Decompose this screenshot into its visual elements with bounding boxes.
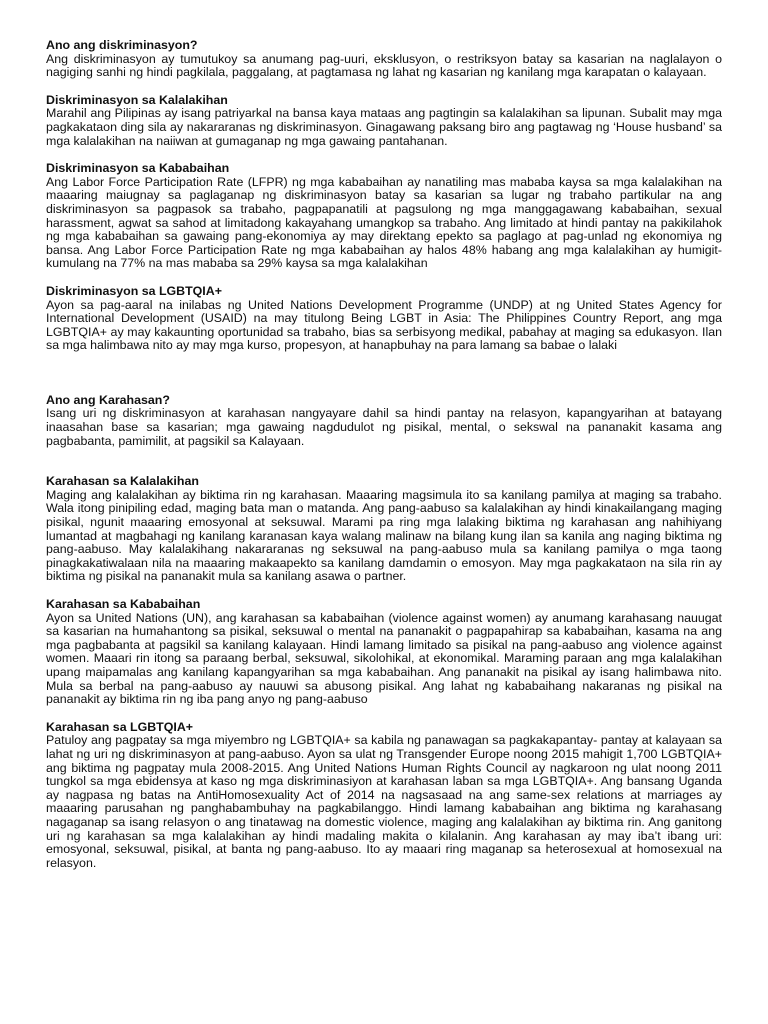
section-body: Ang diskriminasyon ay tumutukoy sa anumang pag-uuri, eksklusyon, o restriksyon batay sa kasarian na naglalayon o nagiging sanhi ng hindi pagkilala, paggalang, at pagtamasa ng lahat ng kasarian ng kanilang mga karapatan o kalayaan.: [46, 51, 722, 80]
section-heading: Karahasan sa LGBTQIA+: [46, 719, 194, 734]
section-heading: Diskriminasyon sa Kalalakihan: [46, 92, 228, 107]
section-heading: Ano ang diskriminasyon?: [46, 38, 198, 52]
section-body: Isang uri ng diskriminasyon at karahasan nangyayare dahil sa hindi pantay na relasyon, kapangyarihan at batayang inaasahan base sa kasarian; mga gawaing nagdudulot ng pisikal, mental, o sekswal na pananakit kasama ang pagbabanta, pamimilit, at pagsikil sa Kalayaan.: [46, 406, 722, 448]
section-diskriminasyon-lgbtqia: [46, 285, 722, 353]
section-diskriminasyon-kalalakihan: [46, 94, 722, 148]
section-karahasan-kalalakihan: [46, 475, 722, 584]
section-heading: Karahasan sa Kababaihan: [46, 597, 201, 611]
section-ano-ang-karahasan: [46, 394, 722, 448]
section-body: Ang Labor Force Participation Rate (LFPR) ng mga kababaihan ay nanatiling mas mababa kaysa sa mga kalalakihan na maaaring maiugnay sa paglaganap ng diskriminasyon batay sa kasarian sa lugar ng trabaho partikular na ang diskriminasyon sa pagpasok sa trabaho, pagpapanatili at pagsulong ng mga manggagawang kababaihan, sexual harassment, agwat sa sahod at limitadong kakayahang umangkop sa trabaho. Ang limitado at hindi pantay na pakikilahok ng mga kababaihan sa gawaing pang-ekonomiya ay may direktang epekto sa paglago at pag-unlad ng ekonomiya ng bansa. Ang Labor Force Participation Rate ng mga kababaihan ay halos 48% habang ang mga kalalakihan ay humigit-kumulang na 77% na mas mababa sa 29% kaysa sa mga kalalakihan: [46, 174, 722, 271]
section-body: Maging ang kalalakihan ay biktima rin ng karahasan. Maaaring magsimula ito sa kanilang pamilya at maging sa trabaho. Wala itong pinipiling edad, maging bata man o matanda. Ang pang-aabuso sa kalalakihan ay hindi kinakailangang maging pisikal, ngunit maaaring emosyonal at seksuwal. Marami pa ring mga lalaking biktima ng karahasan ang nahihiyang lumantad at magbahagi ng kanilang karanasan kaya walang malinaw na bilang kung ilan sa kanila ang naging biktima ng pang-aabuso. May kalalakihang nakararanas ng seksuwal na pang-aabuso mula sa kanilang pamilya o mga taong pinagkakatiwalaan nila na maaaring makaapekto sa kanilang damdamin o emosyon. May mga pagkakataon na sila rin ay biktima ng pisikal na pananakit mula sa kanilang asawa o partner.: [46, 487, 722, 584]
section-body: Patuloy ang pagpatay sa mga miyembro ng LGBTQIA+ sa kabila ng panawagan sa pagkakapantay- pantay at kalayaan sa lahat ng uri ng diskriminasyon at pang-aabuso. Ayon sa ulat ng Transgender Europe noong 2015 mahigit 1,700 LGBTQIA+ ang biktima ng pagpatay mula 2008-2015. Ang United Nations Human Rights Council ay nagkaroon ng ulat noong 2011 tungkol sa mga ebidensya at kaso ng mga diskriminasiyon at karahasan laban sa mga LGBTQIA+. Ang bansang Uganda ay nagpasa ng batas na AntiHomosexuality Act of 2014 na nagsasaad na ang same-sex relations at marriages ay maaaring parusahan ng panghabambuhay na pagkabilanggo. Hindi lamang kababaihan ang biktima ng karahasang nagaganap sa isang relasyon o ang tinatawag na domestic violence, maging ang kalalakihan ay biktima rin. Ang ganitong uri ng karahasan sa mga kalalakihan ay hindi madaling makita o kilalanin. Ang karahasan ay may iba’t ibang uri: emosyonal, seksuwal, pisikal, at banta ng pang-aabuso. Ito ay maaari ring maganap sa heterosexual at homosexual na relasyon.: [46, 733, 722, 870]
section-heading: Diskriminasyon sa Kababaihan: [46, 161, 230, 176]
section-ano-ang-diskriminasyon: [46, 39, 722, 80]
document-page: [46, 39, 722, 884]
section-heading: Karahasan sa Kalalakihan: [46, 474, 199, 489]
section-diskriminasyon-kababaihan: [46, 162, 722, 271]
section-body: Marahil ang Pilipinas ay isang patriyarkal na bansa kaya mataas ang pagtingin sa kalalakihan sa lipunan. Subalit may mga pagkakataon ding sila ay nakararanas ng diskriminasyon. Ginagawang paksang biro ang pagtawag ng ‘House husband’ sa mga kalalakihan na naiiwan at gumaganap ng mga gawaing pantahanan.: [46, 106, 722, 148]
section-heading: Ano ang Karahasan?: [46, 392, 170, 407]
section-body: Ayon sa pag-aaral na inilabas ng United Nations Development Programme (UNDP) at ng United States Agency for International Development (USAID) na may titulong Being LGBT in Asia: The Philippines Country Report, ang mga LGBTQIA+ ay may kakaunting oportunidad sa trabaho, bias sa serbisyong medikal, pabahay at maging sa edukasyon. Ilan sa mga halimbawa nito ay may mga kurso, propesyon, at hanapbuhay na para lamang sa babae o lalaki: [46, 297, 722, 353]
section-heading: Diskriminasyon sa LGBTQIA+: [46, 283, 222, 298]
section-karahasan-kababaihan: [46, 598, 722, 707]
section-body: Ayon sa United Nations (UN), ang karahasan sa kababaihan (violence against women) ay anumang karahasang nauugat sa kasarian na humahantong sa pisikal, seksuwal o mental na pananakit o pagpapahirap sa kababaihan, kasama na ang mga pagbabanta at pagsikil sa kanilang kalayaan. Hindi lamang limitado sa pisikal na pang-aabuso ang violence against women. Maaari rin itong sa paraang berbal, seksuwal, sikolohikal, at ekonomikal. Maraming paraan ang mga kalalakihan upang maipamalas ang kanilang kapangyarihan sa mga kababaihan. Ang pananakit na pisikal ay isang halimbawa nito. Mula sa berbal na pang-aabuso ay nauuwi sa abusong pisikal. Ang lahat ng kababaihang nakaranas ng pisikal na pananakit ay biktima rin ng iba pang anyo ng pang-aabuso: [46, 610, 722, 707]
section-karahasan-lgbtqia: [46, 721, 722, 871]
